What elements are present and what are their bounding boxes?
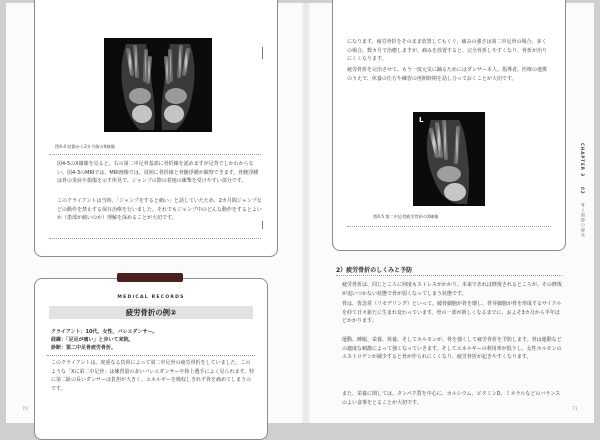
medical-records-label: MEDICAL RECORDS [117,295,185,300]
xray-image-left-foot [413,112,485,206]
card-tab-notch [123,282,177,285]
right-top-paragraph-2: 疲労骨折を完治させて、もう一度元気に踊るためにはダンサー本人、指導者、医療の連携のうえで、休養の仕方や練習の再開時期を話し合っておくことが大切です。 [347,67,547,82]
figure-card [34,0,278,257]
case-field-diagnosis: 診断：第二中足骨疲労骨折。 [51,345,117,351]
figure-caption-right: 図4-5 第二中足骨疲労骨折のX線像 [373,214,439,219]
case-field-history: 経緯：「足足が痛い」と歩いて来院。 [51,337,134,343]
xray-side-marker: L [419,116,424,124]
section-paragraph-2: 骨は、皆念常（リモデリング）といって、破骨細胞が骨を壊し、骨芽細胞が骨を形成するサイクルを経て日々新たに生まれ変わっています。骨の一部が新しくなるまでに、およそ3カ月から半年ほどかかります。 [342,301,562,325]
case-title-bar [49,306,253,319]
dotted-divider [347,226,551,227]
right-figure-card [332,0,566,251]
case-title: 疲労骨折の例② [125,308,177,317]
section-underline [336,275,562,276]
card-tab [117,273,183,282]
figure-caption-left: 図4-4 結節から2カ月後のX線像 [55,144,115,149]
xray-foot-graphic [413,112,485,206]
book-gutter [302,3,310,423]
page-number-right: 71 [572,407,578,412]
book-spread [6,3,594,423]
section-paragraph-4: また、栄養に関しては、タンパク質を中心に、カルシウム、ビタミンD、ミネラルなどのバランスのよい食事をとることが大切です。 [342,391,561,406]
xray-feet-graphic [104,38,212,132]
dotted-divider [49,238,261,239]
section-heading: 2）疲労骨折のしくみと予防 [336,267,413,274]
body-paragraph-2: このクライアントは当時、「ジャンプをすると痛い」と話していたため、2カ月間ジャンプなどの動作を禁止する保存治療を行いました。それでもジャンプ中のどんな動作をするとよいか（患部が痛いのか）理解を深めることが大切です。 [57,198,262,222]
page-tick [262,221,263,229]
right-top-paragraph-1: になります。疲労骨折をそのまま放置してもくぐ、痛みの強さは第二中足骨の場合、多くの場合、数カ月で治癒しますが、痛みを放置すると、完全骨折しやすくなり、骨折が治りにくくなります。 [347,39,548,63]
dotted-divider [47,355,255,356]
page-tick [262,47,263,59]
case-field-client: クライアント：10代、女性、バレエダンサー。 [51,329,158,335]
xray-image-feet [104,38,212,132]
sidebar-number: 02 [580,187,585,195]
body-paragraph-1: 図4-5のX線像を見ると、右の第二中足骨基部に骨折線を認めますが足背でしかわからない。図4-3のMRIでは、MRI画像では、周囲に骨折線と骨髄浮腫が観察できます。骨髄浮腫は骨の炎症や損傷を示す所見で、ジャンプの際の着地の衝撃を受けやすい部分です。 [57,161,259,185]
section-paragraph-1: 疲労骨折は、同じところに何度もストレスがかかり、本来であれば修復されるところが、その修復が追いつかない状態で骨が弱くなってしまう状態です。 [342,282,562,297]
sidebar-chapter: CHAPTER 3 [580,143,585,178]
page-number-left: 70 [22,407,28,412]
case-paragraph: このクライアントは、度重なる負荷によって第二中足骨の疲労骨折をしていました。このような「Xに第二中足骨」は練習量の多いバレエダンサーや陸上選手によく見られます。特に第二趾の長いダンサーは負担が大きく、エネルギーを吸収しきれず骨を痛めてしまうのです。 [51,360,255,392]
section-paragraph-3: 運動、睡眠、栄養、休養、そしてホルモンが、骨を強くして疲労骨折を予防します。骨は運動などの適度な刺激によって強くなっていきます。そしてエネルギーの利用率が低下し、女性ホルモンのエストロゲンが減少すると骨が作られにくくなり、疲労骨折が起きやすくなります。 [342,337,562,361]
dotted-divider [49,154,261,155]
medical-records-card [34,278,268,440]
sidebar-title: 骨と関節の障害 [581,203,586,238]
